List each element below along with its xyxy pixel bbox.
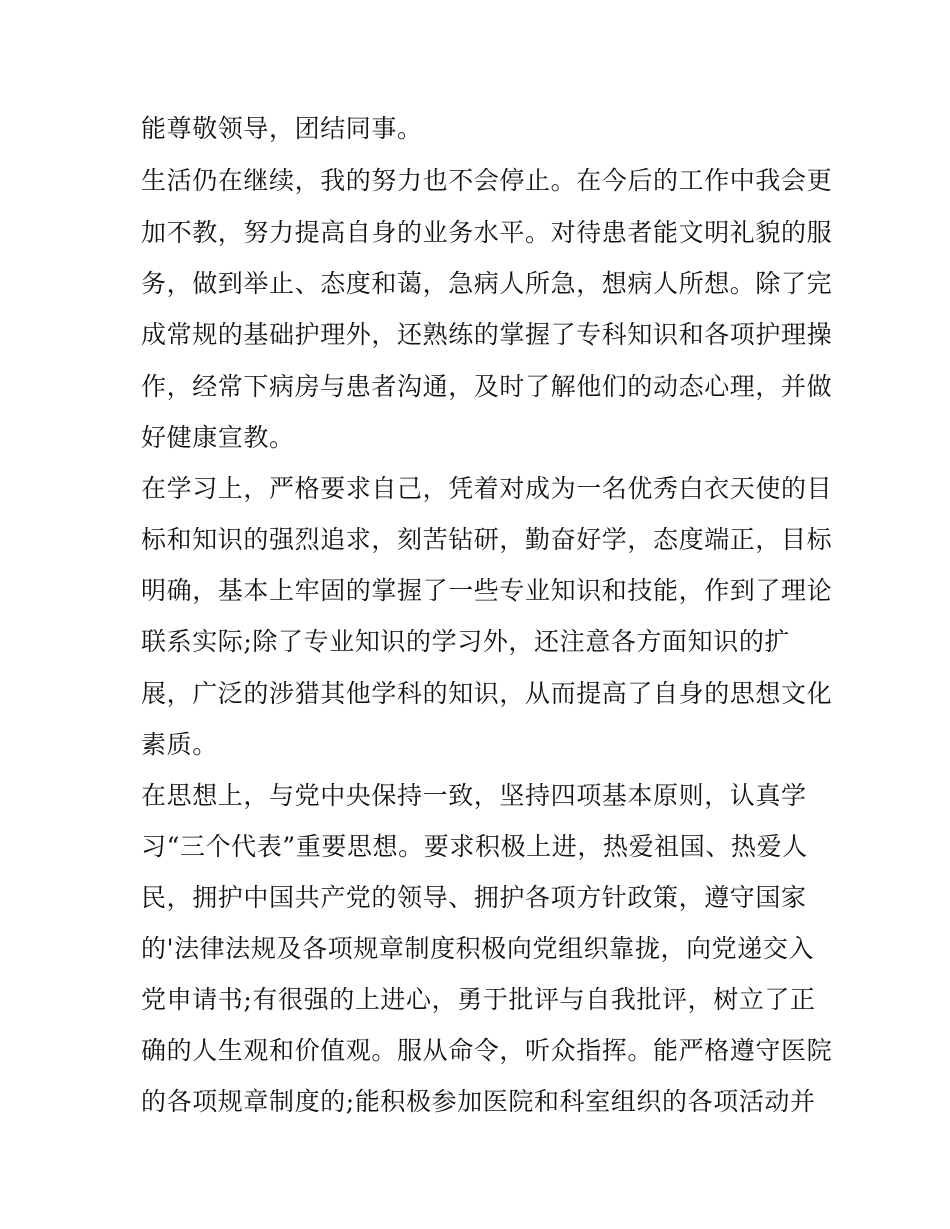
text-line: 加不教，努力提高自身的业务水平。对待患者能文明礼貌的服: [141, 218, 833, 247]
text-line: 展，广泛的涉猎其他学科的知识，从而提高了自身的思想文化: [141, 679, 833, 708]
text-line: 党申请书;有很强的上进心，勇于批评与自我批评，树立了正: [141, 985, 816, 1014]
text-line: 的各项规章制度的;能积极参加医院和科室组织的各项活动并: [141, 1087, 816, 1116]
text-line: 明确，基本上牢固的掌握了一些专业知识和技能，作到了理论: [141, 576, 833, 605]
text-line: 作，经常下病房与患者沟通，及时了解他们的动态心理，并做: [141, 372, 833, 401]
text-line: 确的人生观和价值观。服从命令，听众指挥。能严格遵守医院: [141, 1036, 833, 1065]
text-line: 民，拥护中国共产党的领导、拥护各项方针政策，遵守国家: [141, 883, 807, 912]
text-line: 联系实际;除了专业知识的学习外，还注意各方面知识的扩: [141, 627, 791, 656]
text-line: 在学习上，严格要求自己，凭着对成为一名优秀白衣天使的目: [141, 474, 833, 503]
text-line: 能尊敬领导，团结同事。: [141, 114, 423, 143]
text-line: 成常规的基础护理外，还熟练的掌握了专科知识和各项护理操: [141, 320, 833, 349]
text-line: 素质。: [141, 730, 218, 759]
text-line: 务，做到举止、态度和蔼，急病人所急，想病人所想。除了完: [141, 269, 833, 298]
text-line: 标和知识的强烈追求，刻苦钻研，勤奋好学，态度端正，目标: [141, 525, 833, 554]
text-line: 习“三个代表”重要思想。要求积极上进，热爱祖国、热爱人: [141, 832, 808, 861]
text-line: 的'法律法规及各项规章制度积极向党组织靠拢，向党递交入: [141, 934, 815, 963]
text-line: 在思想上，与党中央保持一致，坚持四项基本原则，认真学: [141, 781, 807, 810]
text-line: 好健康宣教。: [141, 423, 295, 452]
text-line: 生活仍在继续，我的努力也不会停止。在今后的工作中我会更: [141, 166, 833, 195]
